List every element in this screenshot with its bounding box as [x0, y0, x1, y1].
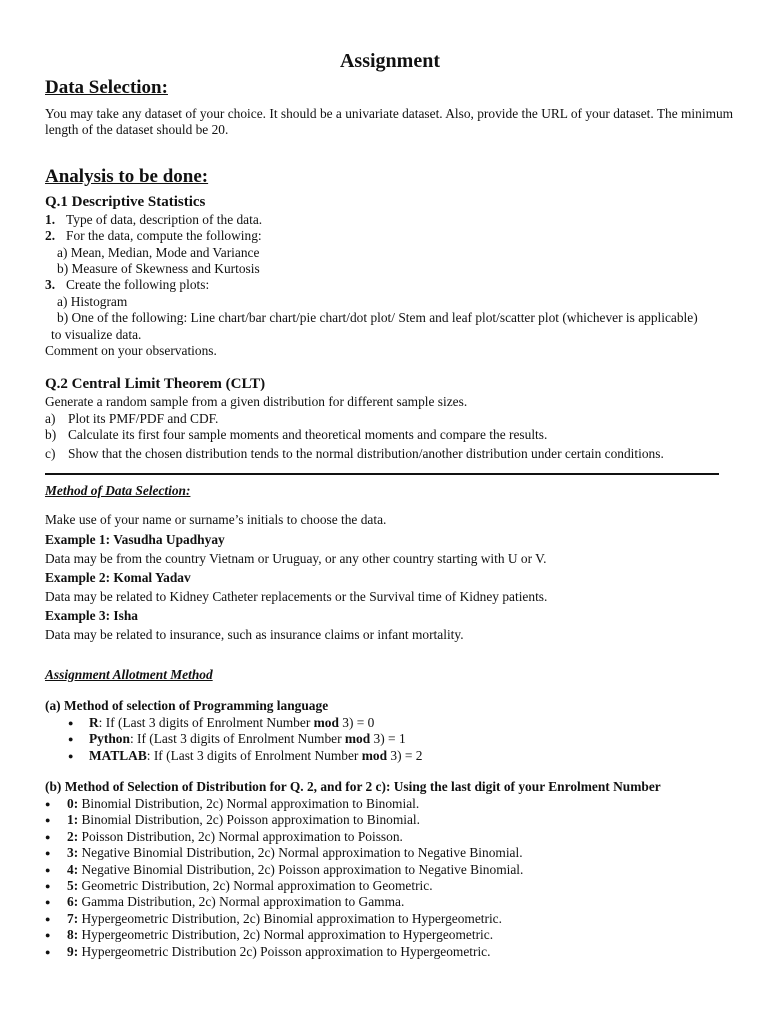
q2-item-a: [45, 411, 735, 427]
item-number: 1.: [45, 211, 56, 227]
q2-heading: Q.2 Central Limit Theorem (CLT): [45, 376, 266, 393]
example-3-text: Data may be related to insurance, such as insurance claims or infant mortality.: [45, 627, 464, 643]
rule-text: 3) = 2: [387, 747, 423, 763]
item-text: Calculate its first four sample moments and theoretical moments and compare the results.: [68, 427, 548, 443]
item-label: a): [45, 410, 56, 426]
digit-label: 7:: [67, 910, 79, 926]
q1-comment: Comment on your observations.: [45, 343, 217, 359]
mod-keyword: mod: [313, 714, 339, 730]
q1-item-2a: a) Mean, Median, Mode and Variance: [57, 244, 260, 260]
distribution-text: Gamma Distribution, 2c) Normal approximation to Gamma.: [78, 894, 405, 910]
list-item: [45, 829, 735, 845]
list-item: [45, 796, 735, 812]
digit-label: 9:: [67, 943, 79, 959]
distribution-list: [45, 796, 735, 960]
list-item: [45, 878, 735, 894]
digit-label: 1:: [67, 812, 79, 828]
allotment-heading: Assignment Allotment Method: [45, 666, 213, 682]
language-list: [45, 715, 735, 764]
digit-label: 0:: [67, 795, 79, 811]
rule-text: : If (Last 3 digits of Enrolment Number: [129, 731, 345, 747]
method-heading: Method of Data Selection:: [45, 483, 191, 499]
method-section: [45, 482, 735, 644]
item-text: Type of data, description of the data.: [66, 211, 263, 227]
rule-text: 3) = 1: [370, 731, 406, 747]
q1-section: [45, 193, 735, 360]
distribution-text: Geometric Distribution, 2c) Normal approximation to Geometric.: [78, 877, 433, 893]
item-text: Plot its PMF/PDF and CDF.: [68, 410, 219, 426]
distribution-text: Negative Binomial Distribution, 2c) Normal approximation to Negative Binomial.: [78, 845, 523, 861]
distribution-text: Negative Binomial Distribution, 2c) Poisson approximation to Negative Binomial.: [78, 861, 524, 877]
distribution-text: Binomial Distribution, 2c) Poisson approximation to Binomial.: [78, 812, 420, 828]
item-text: Show that the chosen distribution tends to the normal distribution/another distribution under certain conditions.: [68, 445, 664, 461]
q1-item-3b: b) One of the following: Line chart/bar chart/pie chart/dot plot/ Stem and leaf plot/scatter plot (whichever is applicable): [57, 310, 698, 326]
item-label: c): [45, 445, 56, 461]
item-text: For the data, compute the following:: [66, 228, 262, 244]
list-item: [68, 748, 735, 764]
list-item: [45, 944, 735, 960]
list-item: [45, 927, 735, 943]
q1-item-1: [45, 212, 735, 228]
rule-text: 3) = 0: [338, 714, 375, 730]
distribution-heading: (b) Method of Selection of Distribution for Q. 2, and for 2 c): Using the last digit of your Enrolment Number: [45, 778, 661, 794]
data-selection-text: You may take any dataset of your choice. It should be a univariate dataset. Also, provide the URL of your dataset. The minimum length of the dataset should be 20.: [45, 106, 734, 138]
list-item: [68, 731, 735, 747]
q1-item-2: [45, 228, 735, 244]
q2-item-b: [45, 427, 735, 443]
distribution-text: Hypergeometric Distribution 2c) Poisson approximation to Hypergeometric.: [78, 943, 491, 959]
document-page: [45, 48, 735, 960]
q1-item-3a: a) Histogram: [57, 293, 128, 309]
digit-label: 6:: [67, 894, 79, 910]
rule-text: : If (Last 3 digits of Enrolment Number: [98, 714, 314, 730]
list-item: [45, 894, 735, 910]
list-item: [68, 715, 735, 731]
digit-label: 5:: [67, 877, 79, 893]
digit-label: 2:: [67, 828, 79, 844]
distribution-text: Hypergeometric Distribution, 2c) Binomial approximation to Hypergeometric.: [78, 910, 502, 926]
section-divider: [45, 473, 719, 475]
mod-keyword: mod: [344, 731, 371, 747]
q2-section: [45, 375, 735, 462]
example-1-text: Data may be from the country Vietnam or Uruguay, or any other country starting with U or V.: [45, 550, 547, 566]
q1-item-3: [45, 277, 735, 293]
example-1-title: Example 1: Vasudha Upadhyay: [45, 531, 225, 547]
item-number: 3.: [45, 277, 56, 293]
q1-item-3b-cont: to visualize data.: [51, 326, 142, 342]
data-selection-heading: Data Selection:: [45, 77, 168, 98]
q2-intro: Generate a random sample from a given distribution for different sample sizes.: [45, 394, 468, 410]
item-text: Create the following plots:: [66, 277, 210, 293]
q2-item-c: [45, 446, 735, 462]
language-name: MATLAB: [89, 747, 147, 763]
list-item: [45, 812, 735, 828]
language-heading: (a) Method of selection of Programming language: [45, 697, 329, 713]
mod-keyword: mod: [361, 747, 388, 763]
distribution-text: Binomial Distribution, 2c) Normal approximation to Binomial.: [78, 795, 420, 811]
method-intro: Make use of your name or surname’s initials to choose the data.: [45, 512, 387, 528]
digit-label: 8:: [67, 927, 79, 943]
analysis-heading: Analysis to be done:: [45, 165, 209, 187]
digit-label: 3:: [67, 845, 79, 861]
example-2-title: Example 2: Komal Yadav: [45, 569, 191, 585]
example-3-title: Example 3: Isha: [45, 608, 139, 624]
language-name: R: [89, 714, 99, 730]
digit-label: 4:: [67, 861, 79, 877]
list-item: [45, 845, 735, 861]
rule-text: : If (Last 3 digits of Enrolment Number: [146, 747, 362, 763]
allotment-section: [45, 666, 735, 960]
list-item: [45, 862, 735, 878]
example-2-text: Data may be related to Kidney Catheter replacements or the Survival time of Kidney patients.: [45, 588, 548, 604]
q1-heading: Q.1 Descriptive Statistics: [45, 193, 206, 210]
item-label: b): [45, 427, 57, 443]
distribution-text: Poisson Distribution, 2c) Normal approximation to Poisson.: [78, 828, 403, 844]
q1-item-2b: b) Measure of Skewness and Kurtosis: [57, 261, 260, 277]
list-item: [45, 911, 735, 927]
language-name: Python: [89, 731, 130, 747]
document-title: Assignment: [339, 50, 440, 72]
distribution-text: Hypergeometric Distribution, 2c) Normal approximation to Hypergeometric.: [78, 927, 494, 943]
item-number: 2.: [45, 228, 56, 244]
